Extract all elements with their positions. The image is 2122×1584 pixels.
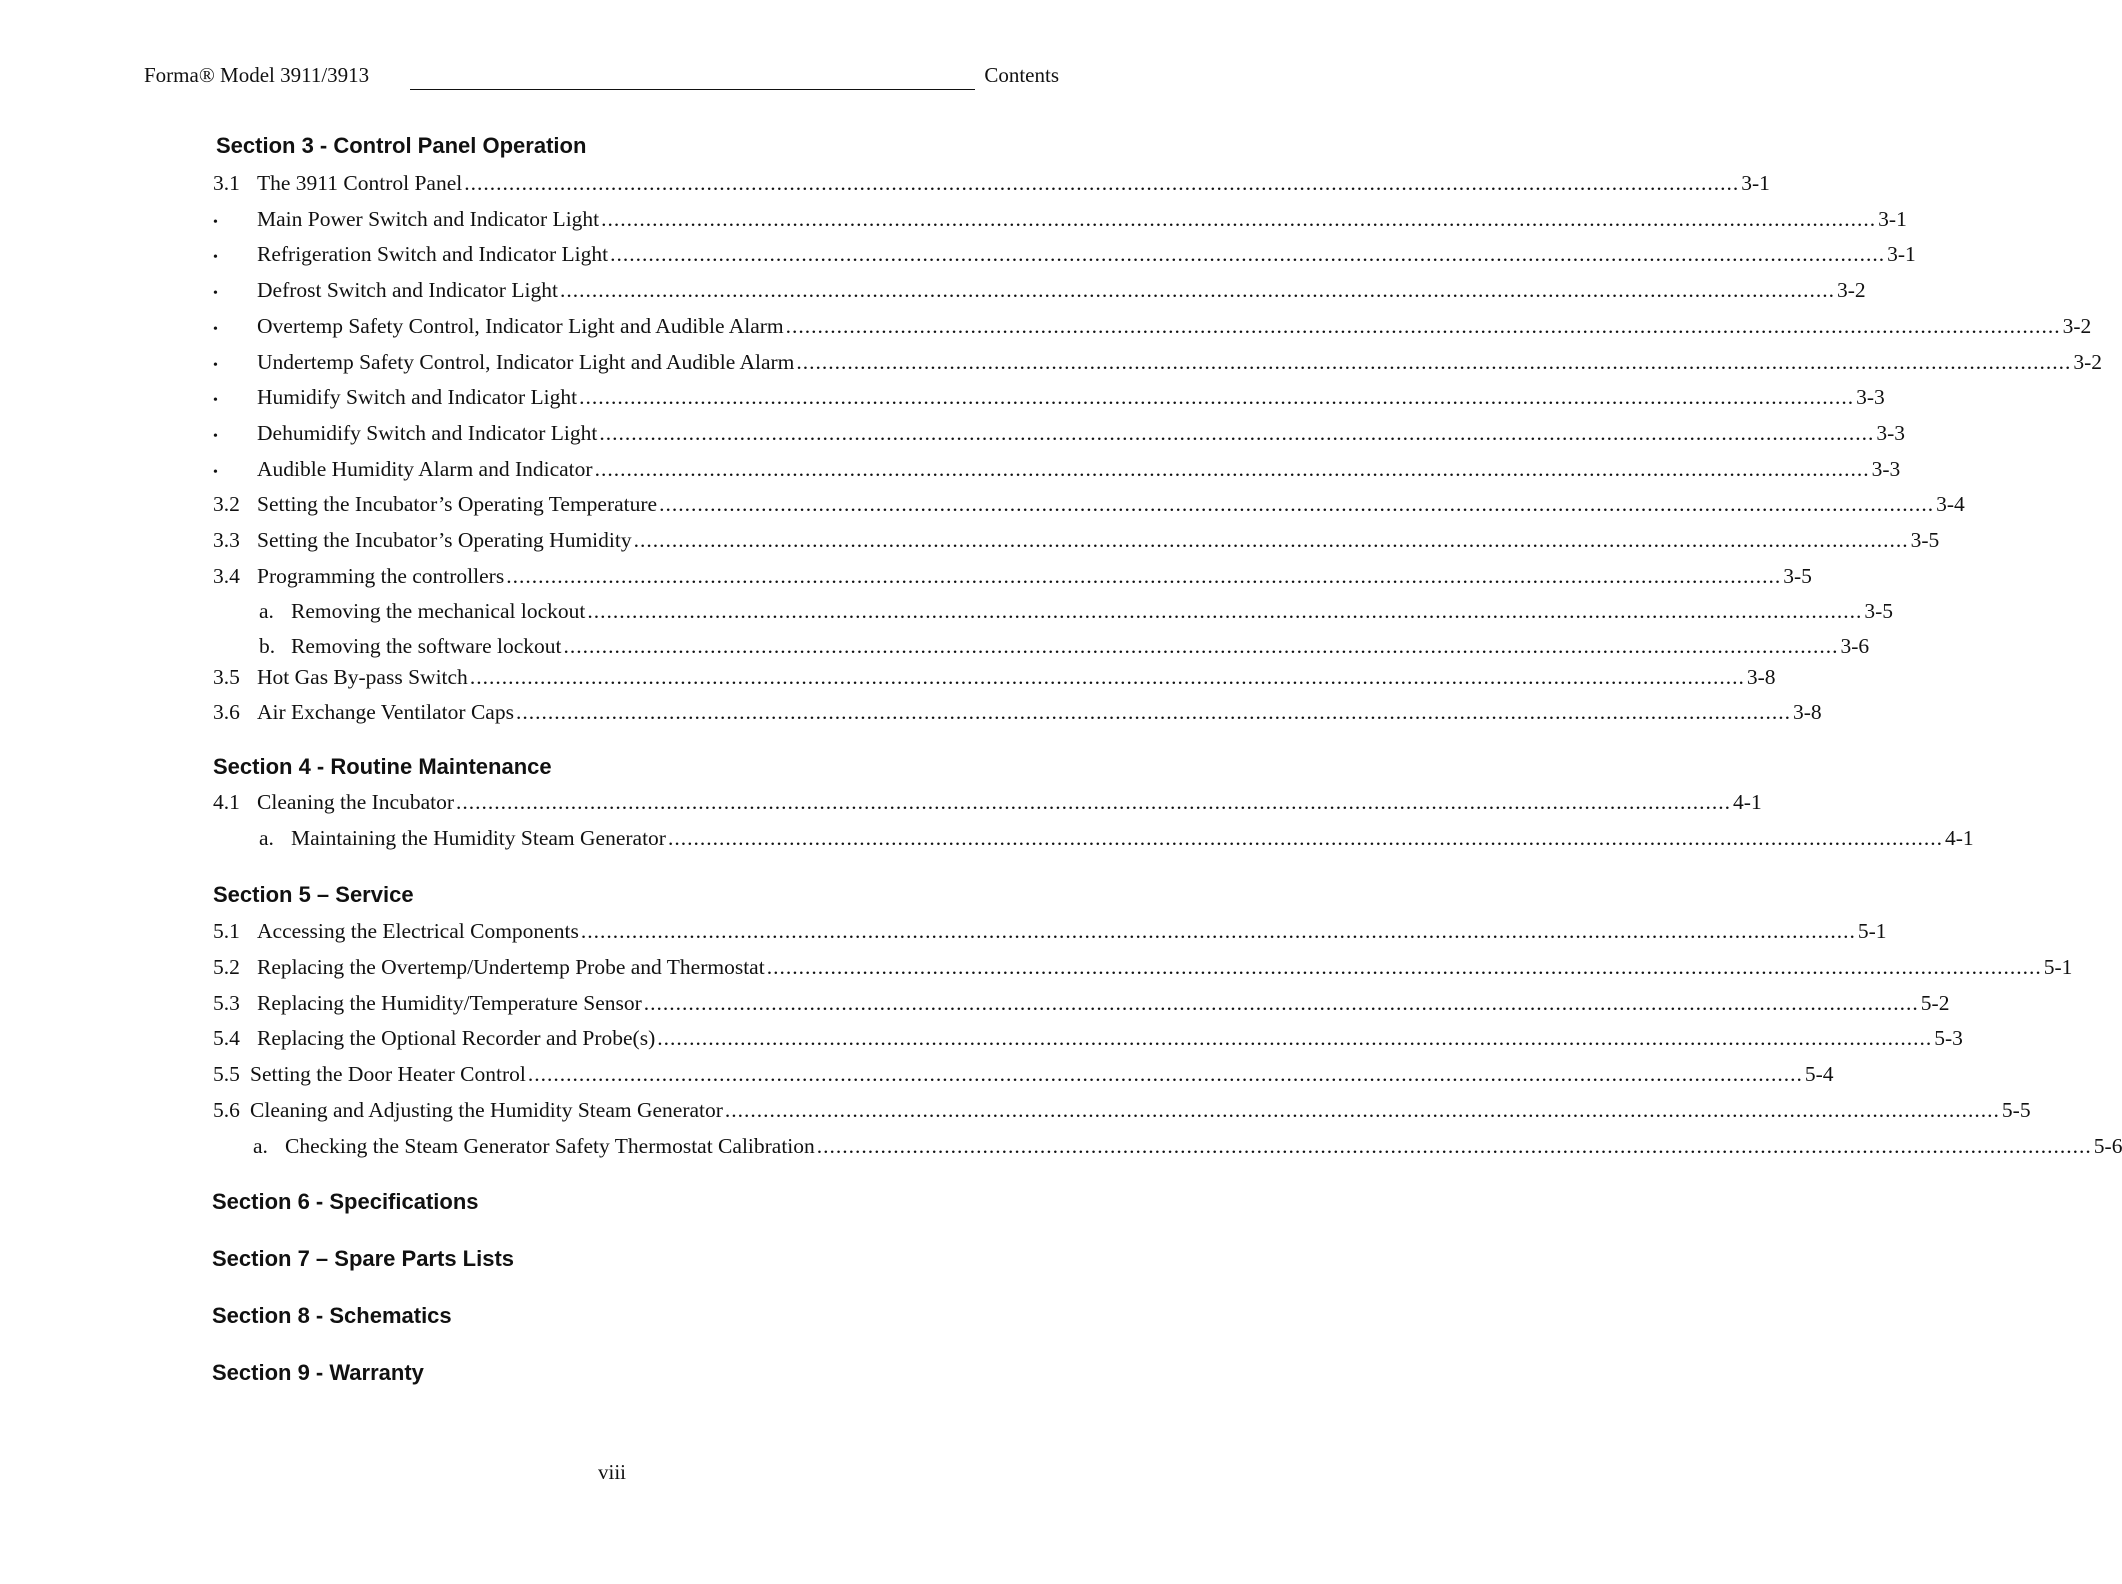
toc-entry[interactable] — [213, 661, 1776, 693]
bullet-icon: • — [213, 322, 218, 337]
header-contents: Contents — [982, 60, 1059, 90]
entry-number: a. — [259, 599, 274, 623]
entry-page-number: 5-3 — [1934, 1026, 1963, 1050]
section-heading: Section 6 - Specifications — [212, 1189, 479, 1214]
entry-title: Setting the Incubator’s Operating Humidity — [257, 528, 632, 552]
entry-number: b. — [259, 634, 276, 658]
toc-entry[interactable] — [213, 167, 1770, 199]
entry-number: 3.5 — [213, 665, 240, 689]
entry-page-number: 3-2 — [2073, 350, 2103, 374]
dot-leader: ........................................................................................................................................................................................................ — [587, 599, 1863, 623]
entry-number: 4.1 — [213, 790, 240, 814]
entry-title: Accessing the Electrical Components — [257, 919, 579, 943]
toc-entry[interactable] — [213, 453, 1901, 485]
entry-page-number: 5-4 — [1804, 1062, 1834, 1086]
entry-page-number: 4-1 — [1944, 826, 1974, 850]
entry-title: Overtemp Safety Control, Indicator Light and Audible Alarm — [257, 314, 784, 338]
entry-number: 5.2 — [213, 955, 240, 979]
entry-title: Replacing the Optional Recorder and Probe(s) — [257, 1026, 656, 1050]
entry-title: Setting the Door Heater Control — [250, 1062, 526, 1086]
dot-leader: ........................................................................................................................................................................................................ — [667, 826, 1943, 850]
entry-title: Checking the Steam Generator Safety Thermostat Calibration — [285, 1134, 815, 1158]
dot-leader: ........................................................................................................................................................................................................ — [594, 457, 1870, 481]
entry-title: Audible Humidity Alarm and Indicator — [257, 457, 593, 481]
entry-number: a. — [259, 826, 274, 850]
dot-leader: ........................................................................................................................................................................................................ — [659, 492, 1935, 516]
entry-page-number: 3-3 — [1856, 385, 1885, 409]
toc-entry[interactable] — [213, 524, 1940, 556]
toc-entry[interactable] — [259, 822, 1974, 854]
entry-number: 5.5 — [213, 1062, 240, 1086]
bullet-icon: • — [213, 358, 218, 373]
toc-entry[interactable] — [213, 915, 1887, 947]
toc-entry[interactable] — [213, 696, 1822, 728]
entry-title: Undertemp Safety Control, Indicator Light and Audible Alarm — [257, 350, 795, 374]
entry-page-number: 5-1 — [2043, 955, 2073, 979]
entry-page-number: 3-2 — [2062, 314, 2092, 338]
dot-leader: ........................................................................................................................................................................................................ — [785, 314, 2061, 338]
toc-entry[interactable] — [213, 238, 1916, 270]
page-number: viii — [597, 1460, 626, 1484]
dot-leader: ........................................................................................................................................................................................................ — [724, 1098, 2000, 1122]
entry-title: Removing the software lockout — [291, 634, 562, 658]
dot-leader: ........................................................................................................................................................................................................ — [816, 1134, 2092, 1158]
toc-entry[interactable] — [213, 951, 2073, 983]
entry-title: Refrigeration Switch and Indicator Light — [257, 242, 609, 266]
entry-title: Maintaining the Humidity Steam Generator — [291, 826, 666, 850]
entry-page-number: 3-3 — [1876, 421, 1906, 445]
entry-number: 5.3 — [213, 991, 240, 1015]
dot-leader: ........................................................................................................................................................................................................ — [527, 1062, 1803, 1086]
dot-leader: ........................................................................................................................................................................................................ — [796, 350, 2072, 374]
dot-leader: ........................................................................................................................................................................................................ — [657, 1026, 1933, 1050]
dot-leader: ........................................................................................................................................................................................................ — [633, 528, 1909, 552]
toc-entry[interactable] — [213, 381, 1885, 413]
toc-entry[interactable] — [213, 560, 1812, 592]
entry-page-number: 3-5 — [1783, 564, 1812, 588]
dot-leader: ........................................................................................................................................................................................................ — [610, 242, 1886, 266]
bullet-icon: • — [213, 215, 218, 230]
entry-page-number: 5-2 — [1920, 991, 1950, 1015]
dot-leader: ........................................................................................................................................................................................................ — [464, 171, 1740, 195]
toc-entry[interactable] — [253, 1130, 2122, 1162]
entry-title: Defrost Switch and Indicator Light — [257, 278, 558, 302]
dot-leader: ........................................................................................................................................................................................................ — [559, 278, 1835, 302]
entry-page-number: 3-4 — [1936, 492, 1965, 516]
entry-page-number: 3-1 — [1887, 242, 1916, 266]
entry-page-number: 3-3 — [1871, 457, 1901, 481]
entry-title: Air Exchange Ventilator Caps — [257, 700, 514, 724]
toc-entry[interactable] — [213, 346, 2103, 378]
entry-number: 3.1 — [213, 171, 240, 195]
header-model: Forma® Model 3911/3913 — [144, 60, 375, 90]
entry-number: 3.3 — [213, 528, 240, 552]
toc-entry[interactable] — [213, 1094, 2031, 1126]
entry-title: Removing the mechanical lockout — [291, 599, 586, 623]
entry-page-number: 3-1 — [1741, 171, 1770, 195]
bullet-icon: • — [213, 250, 218, 265]
dot-leader: ........................................................................................................................................................................................................ — [580, 919, 1856, 943]
toc-entry[interactable] — [213, 786, 1762, 818]
dot-leader: ........................................................................................................................................................................................................ — [515, 700, 1791, 724]
entry-page-number: 3-5 — [1864, 599, 1894, 623]
entry-title: Main Power Switch and Indicator Light — [257, 207, 600, 231]
entry-number: 5.6 — [213, 1098, 240, 1122]
entry-number: 3.4 — [213, 564, 240, 588]
entry-page-number: 3-6 — [1840, 634, 1870, 658]
entry-title: Humidify Switch and Indicator Light — [257, 385, 578, 409]
dot-leader: ........................................................................................................................................................................................................ — [579, 385, 1855, 409]
toc-entry[interactable] — [213, 417, 1906, 449]
toc-entry[interactable] — [259, 630, 1870, 662]
dot-leader: ........................................................................................................................................................................................................ — [766, 955, 2042, 979]
entry-page-number: 3-8 — [1792, 700, 1822, 724]
entry-page-number: 5-1 — [1857, 919, 1887, 943]
toc-entry[interactable] — [213, 1058, 1834, 1090]
entry-title: Cleaning and Adjusting the Humidity Steam Generator — [250, 1098, 723, 1122]
entry-title: The 3911 Control Panel — [257, 171, 463, 195]
entry-number: a. — [253, 1134, 268, 1158]
section-heading: Section 7 – Spare Parts Lists — [212, 1246, 515, 1271]
entry-page-number: 5-5 — [2001, 1098, 2031, 1122]
dot-leader: ........................................................................................................................................................................................................ — [599, 421, 1875, 445]
bullet-icon: • — [213, 286, 218, 301]
entry-number: 3.6 — [213, 700, 240, 724]
entry-page-number: 4-1 — [1733, 790, 1762, 814]
dot-leader: ........................................................................................................................................................................................................ — [643, 991, 1919, 1015]
bullet-icon: • — [213, 429, 218, 444]
entry-title: Replacing the Overtemp/Undertemp Probe and Thermostat — [257, 955, 765, 979]
entry-title: Setting the Incubator’s Operating Temperature — [257, 492, 658, 516]
toc-entry[interactable] — [213, 488, 1965, 520]
entry-number: 3.2 — [213, 492, 240, 516]
dot-leader: ........................................................................................................................................................................................................ — [506, 564, 1782, 588]
toc-entry[interactable] — [259, 595, 1894, 627]
entry-title: Replacing the Humidity/Temperature Sensor — [257, 991, 642, 1015]
toc-entry[interactable] — [213, 1022, 1963, 1054]
entry-page-number: 5-6 — [2093, 1134, 2122, 1158]
dot-leader: ........................................................................................................................................................................................................ — [456, 790, 1732, 814]
section-heading: Section 4 - Routine Maintenance — [213, 754, 552, 779]
entry-page-number: 3-2 — [1836, 278, 1866, 302]
entry-page-number: 3-5 — [1910, 528, 1940, 552]
entry-title: Hot Gas By-pass Switch — [257, 665, 468, 689]
toc-entry[interactable] — [213, 274, 1866, 306]
dot-leader: ........................................................................................................................................................................................................ — [469, 665, 1745, 689]
entry-title: Programming the controllers — [257, 564, 505, 588]
entry-page-number: 3-1 — [1878, 207, 1907, 231]
section-heading: Section 5 – Service — [213, 882, 414, 907]
toc-entry[interactable] — [213, 203, 1907, 235]
toc-entry[interactable] — [213, 987, 1950, 1019]
section-heading: Section 8 - Schematics — [212, 1303, 452, 1328]
bullet-icon: • — [213, 465, 218, 480]
entry-page-number: 3-8 — [1746, 665, 1776, 689]
dot-leader: ........................................................................................................................................................................................................ — [601, 207, 1877, 231]
entry-title: Cleaning the Incubator — [257, 790, 455, 814]
section-heading: Section 9 - Warranty — [212, 1360, 424, 1385]
bullet-icon: • — [213, 393, 218, 408]
section-heading: Section 3 - Control Panel Operation — [216, 133, 587, 158]
entry-title: Dehumidify Switch and Indicator Light — [257, 421, 598, 445]
dot-leader: ........................................................................................................................................................................................................ — [563, 634, 1839, 658]
entry-number: 5.4 — [213, 1026, 240, 1050]
toc-entry[interactable] — [213, 310, 2092, 342]
entry-number: 5.1 — [213, 919, 240, 943]
